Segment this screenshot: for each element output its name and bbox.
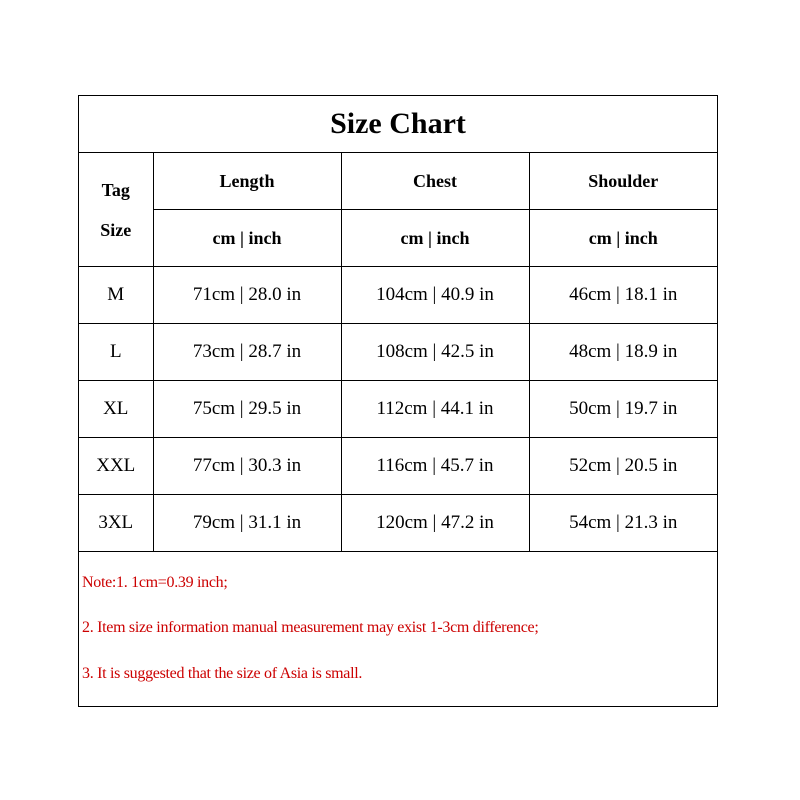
column-header-length: Length	[153, 153, 341, 210]
table-row	[79, 438, 717, 495]
shoulder-cell: 52cm | 20.5 in	[529, 438, 717, 495]
unit-label-length: cm | inch	[153, 210, 341, 267]
unit-label-shoulder: cm | inch	[529, 210, 717, 267]
column-header-shoulder: Shoulder	[529, 153, 717, 210]
size-label: Size	[100, 219, 132, 240]
unit-row	[79, 210, 717, 267]
shoulder-cell: 46cm | 18.1 in	[529, 267, 717, 324]
chest-cell: 104cm | 40.9 in	[341, 267, 529, 324]
chest-cell: 112cm | 44.1 in	[341, 381, 529, 438]
tag-label: Tag	[101, 179, 130, 200]
column-header-chest: Chest	[341, 153, 529, 210]
note-3: 3. It is suggested that the size of Asia is small.	[82, 665, 363, 682]
length-cell: 75cm | 29.5 in	[153, 381, 341, 438]
length-cell: 77cm | 30.3 in	[153, 438, 341, 495]
chart-title: Size Chart	[79, 96, 717, 153]
chest-cell: 116cm | 45.7 in	[341, 438, 529, 495]
size-cell: XL	[79, 381, 153, 438]
shoulder-cell: 50cm | 19.7 in	[529, 381, 717, 438]
size-cell: L	[79, 324, 153, 381]
table-row	[79, 267, 717, 324]
tag-size-header	[79, 153, 153, 267]
header-row	[79, 153, 717, 210]
size-table	[79, 153, 717, 552]
shoulder-cell: 54cm | 21.3 in	[529, 495, 717, 552]
note-2: 2. Item size information manual measurement may exist 1-3cm difference;	[82, 619, 539, 636]
table-row	[79, 495, 717, 552]
size-chart	[78, 95, 718, 707]
note-1: Note:1. 1cm=0.39 inch;	[82, 574, 228, 591]
notes-section	[79, 551, 717, 682]
length-cell: 73cm | 28.7 in	[153, 324, 341, 381]
chest-cell: 108cm | 42.5 in	[341, 324, 529, 381]
length-cell: 71cm | 28.0 in	[153, 267, 341, 324]
table-row	[79, 324, 717, 381]
length-cell: 79cm | 31.1 in	[153, 495, 341, 552]
size-cell: XXL	[79, 438, 153, 495]
unit-label-chest: cm | inch	[341, 210, 529, 267]
size-cell: 3XL	[79, 495, 153, 552]
table-row	[79, 381, 717, 438]
chest-cell: 120cm | 47.2 in	[341, 495, 529, 552]
shoulder-cell: 48cm | 18.9 in	[529, 324, 717, 381]
size-cell: M	[79, 267, 153, 324]
